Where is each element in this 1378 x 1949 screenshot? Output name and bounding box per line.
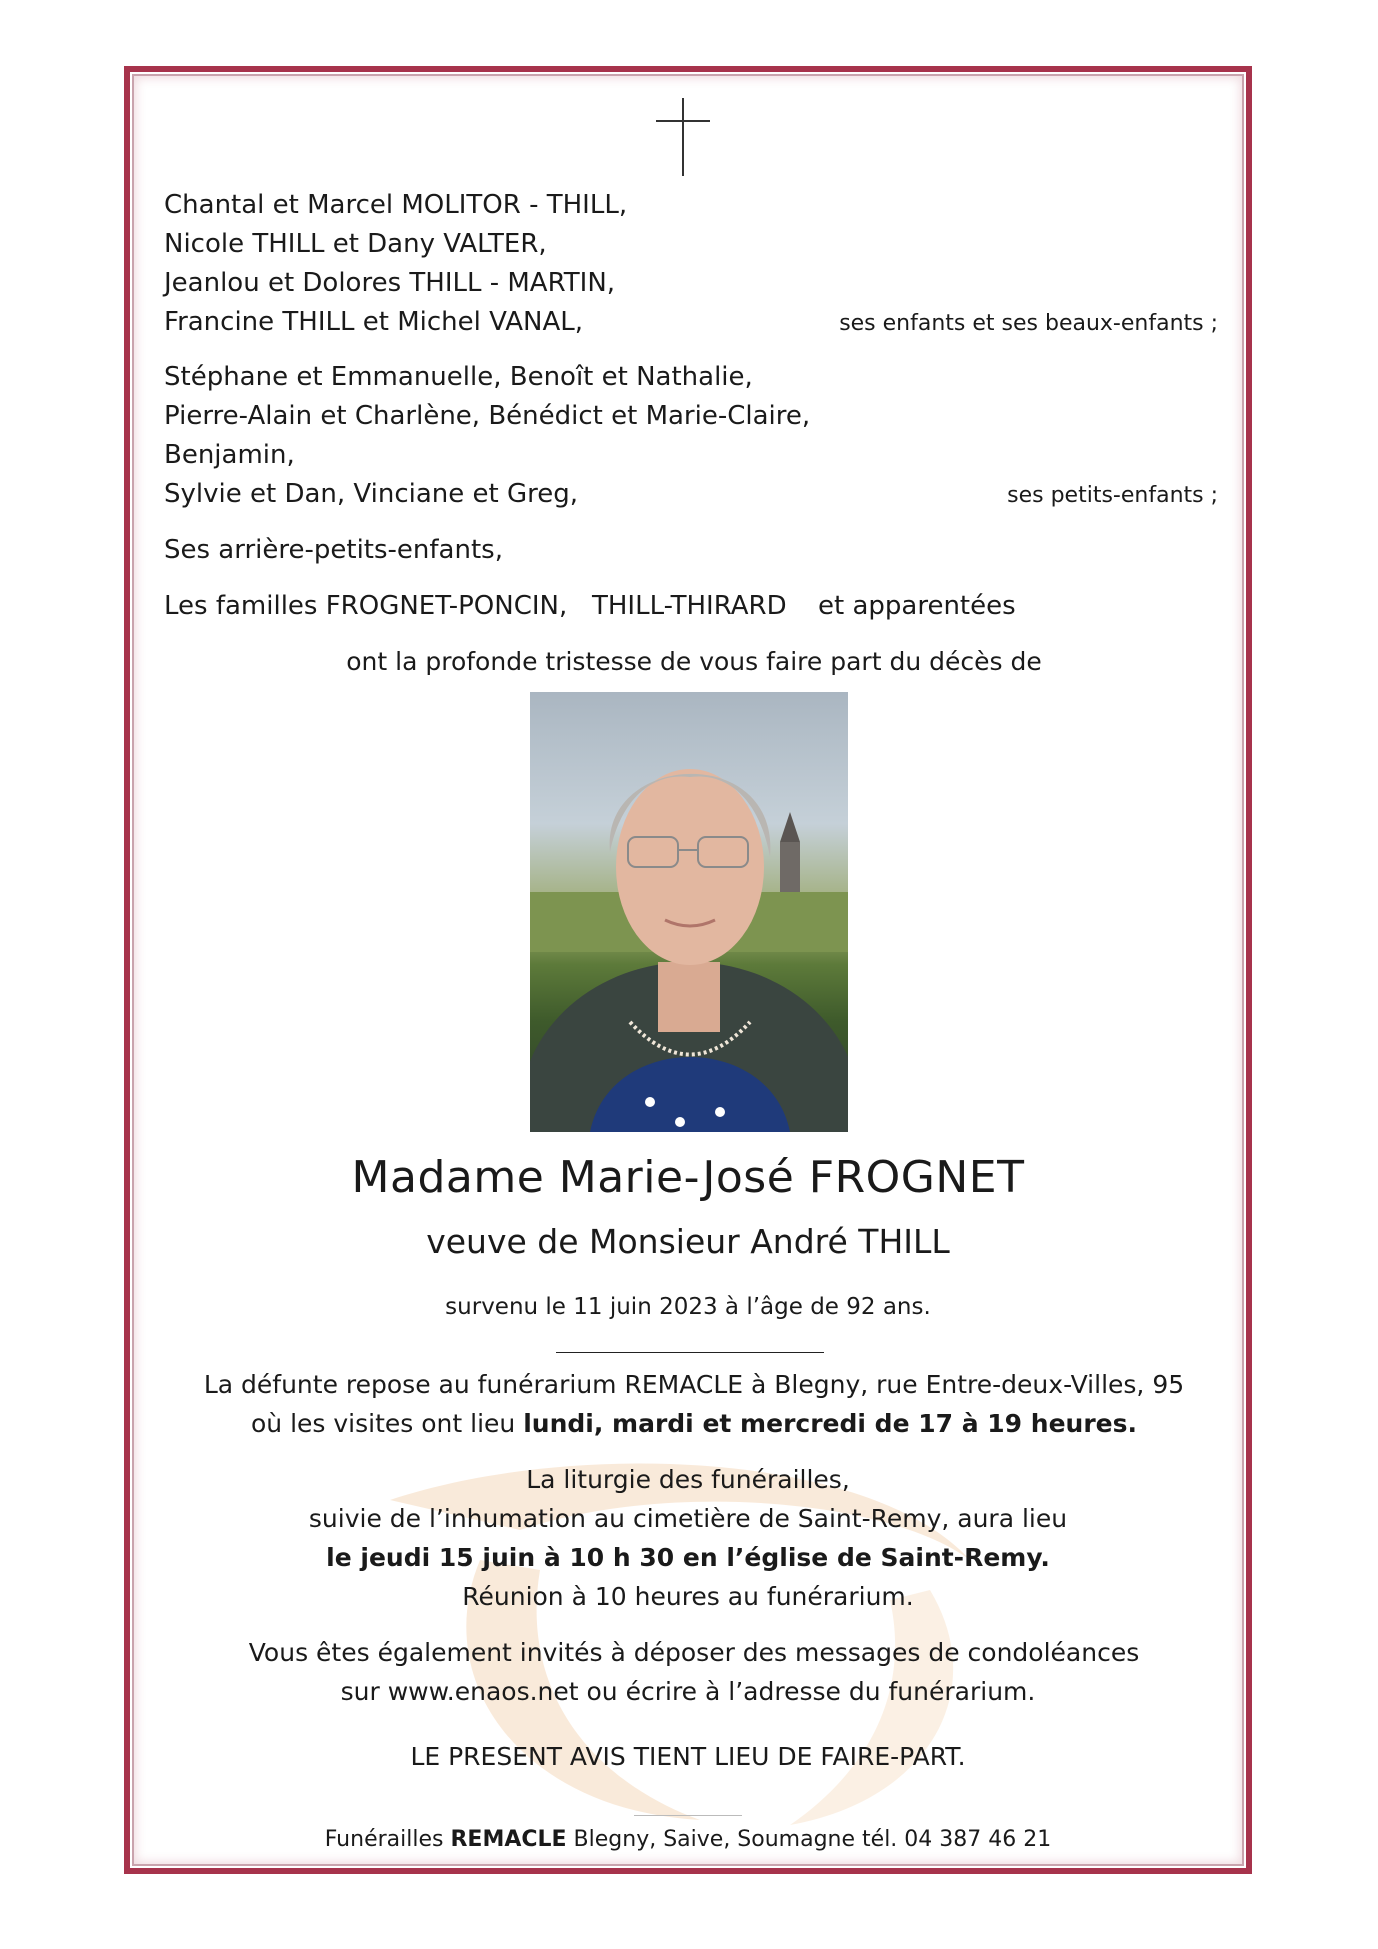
grandchild-line: Sylvie et Dan, Vinciane et Greg, bbox=[164, 479, 578, 509]
families-prefix: Les familles FROGNET-PONCIN, bbox=[164, 591, 568, 621]
notice: LE PRESENT AVIS TIENT LIEU DE FAIRE-PART. bbox=[410, 1742, 966, 1771]
family-child-line: Nicole THILL et Dany VALTER, bbox=[164, 229, 547, 259]
footer bbox=[124, 1825, 1252, 1855]
funeral-line-3 bbox=[124, 1543, 1252, 1573]
death-date: survenu le 11 juin 2023 à l’âge de 92 ans. bbox=[445, 1294, 931, 1320]
deceased-portrait bbox=[530, 692, 848, 1132]
footer-brand: REMACLE bbox=[450, 1827, 567, 1852]
family-child-line: Francine THILL et Michel VANAL, bbox=[164, 307, 584, 337]
grandchild-line: Benjamin, bbox=[164, 440, 295, 470]
widow-of: veuve de Monsieur André THILL bbox=[426, 1222, 950, 1261]
families-second: THILL-THIRARD bbox=[592, 591, 787, 621]
families-suffix: et apparentées bbox=[818, 591, 1016, 621]
separator-line bbox=[556, 1352, 824, 1353]
announcement: ont la profonde tristesse de vous faire part du décès de bbox=[346, 647, 1042, 676]
family-child-line: Chantal et Marcel MOLITOR - THILL, bbox=[164, 190, 628, 220]
visits-hours-prefix: où les visites ont lieu bbox=[250, 1409, 524, 1438]
visits-hours-bold: lundi, mardi et mercredi de 17 à 19 heures. bbox=[523, 1409, 1137, 1438]
grandchildren-relation: ses petits-enfants ; bbox=[1007, 483, 1218, 508]
children-relation: ses enfants et ses beaux-enfants ; bbox=[839, 311, 1218, 336]
footer-prefix: Funérailles bbox=[324, 1827, 451, 1852]
footer-suffix: Blegny, Saive, Soumagne tél. 04 387 46 21 bbox=[566, 1827, 1052, 1852]
grandchild-line: Stéphane et Emmanuelle, Benoît et Nathalie, bbox=[164, 362, 753, 392]
grandchild-line: Pierre-Alain et Charlène, Bénédict et Marie-Claire, bbox=[164, 401, 811, 431]
family-child-line: Jeanlou et Dolores THILL - MARTIN, bbox=[164, 268, 616, 298]
funeral-line-4: Réunion à 10 heures au funérarium. bbox=[462, 1582, 914, 1611]
footer-separator bbox=[634, 1815, 742, 1816]
visits-hours bbox=[124, 1409, 1264, 1439]
great-grandchildren: Ses arrière-petits-enfants, bbox=[164, 535, 503, 565]
funeral-line-2: suivie de l’inhumation au cimetière de Saint-Remy, aura lieu bbox=[308, 1504, 1068, 1533]
deceased-name: Madame Marie-José FROGNET bbox=[351, 1152, 1025, 1203]
funeral-line-1: La liturgie des funérailles, bbox=[526, 1465, 850, 1494]
visits-location: La défunte repose au funérarium REMACLE à Blegny, rue Entre-deux-Villes, 95 bbox=[203, 1370, 1185, 1399]
cross-icon bbox=[656, 98, 710, 176]
funeral-date-bold: le jeudi 15 juin à 10 h 30 en l’église de Saint-Remy. bbox=[326, 1543, 1050, 1572]
condolences-line-1: Vous êtes également invités à déposer des messages de condoléances bbox=[248, 1638, 1140, 1667]
condolences-line-2: sur www.enaos.net ou écrire à l’adresse du funérarium. bbox=[340, 1677, 1036, 1706]
